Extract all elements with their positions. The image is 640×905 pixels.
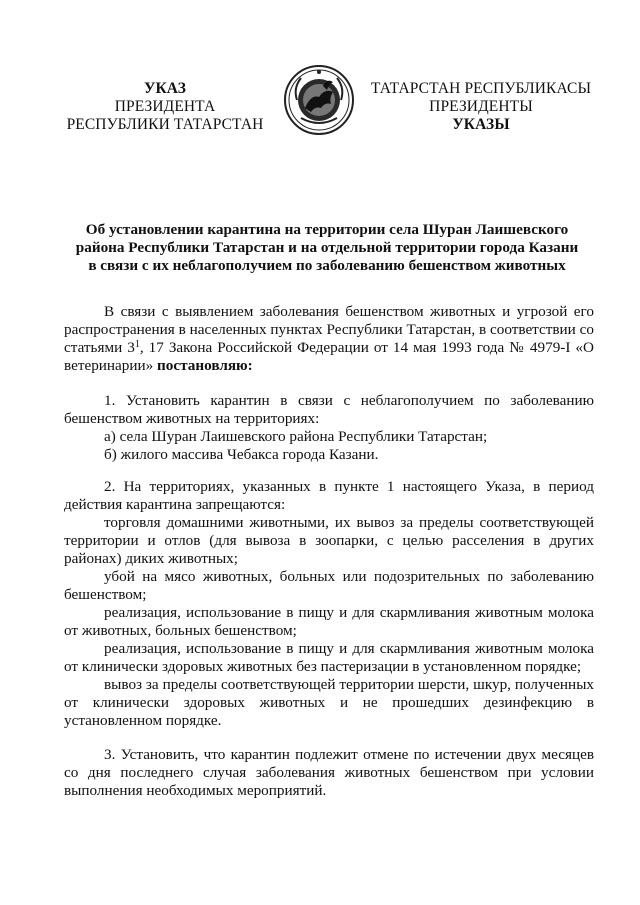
tatarstan-coat-of-arms-icon	[283, 64, 355, 136]
point2-item: торговля домашними животными, их вывоз за пределы соответствующей территории и отлов (для вывоза в зоопарки, с целью расселения в других районах) диких животных;	[64, 514, 594, 567]
header-right-tatar	[366, 80, 596, 134]
header-left-line3: РЕСПУБЛИКИ ТАТАРСТАН	[66, 116, 264, 133]
preamble-text-b: , 17 Закона Российской Федерации от 14 мая 1993 года № 4979-I «О ветеринарии»	[64, 339, 594, 374]
point1-item-b: б) жилого массива Чебакса города Казани.	[104, 446, 379, 463]
preamble-superscript: 1	[134, 339, 140, 350]
point2-item: реализация, использование в пищу и для скармливания животным молока от животных, больных бешенством;	[64, 604, 594, 639]
header-right-line3: УКАЗЫ	[452, 116, 510, 133]
header-right-line1: ТАТАРСТАН РЕСПУБЛИКАСЫ	[370, 80, 592, 97]
point-3	[64, 746, 594, 800]
point-1	[64, 392, 594, 464]
point2-item: реализация, использование в пищу и для скармливания животным молока от клинически здоровых животных без пастеризации в установленном порядке;	[64, 640, 594, 675]
point2-text: 2. На территориях, указанных в пункте 1 настоящего Указа, в период действия карантина запрещаются:	[64, 478, 594, 513]
point2-item: убой на мясо животных, больных или подозрительных по заболеванию бешенством;	[64, 568, 594, 603]
point1-item-a: а) села Шуран Лаишевского района Республики Татарстан;	[104, 428, 488, 445]
preamble-text-a: В связи с выявлением заболевания бешенством животных и угрозой его распространения в населенных пунктах Республики Татарстан, в соответствии со статьями 3	[64, 303, 594, 356]
title-line3: в связи с их неблагополучием по заболеванию бешенством животных	[88, 257, 566, 274]
preamble	[64, 303, 594, 375]
header-right-line2: ПРЕЗИДЕНТЫ	[429, 98, 533, 115]
title-line2: района Республики Татарстан и на отдельной территории города Казани	[75, 239, 579, 256]
point1-text: 1. Установить карантин в связи с неблагополучием по заболеванию бешенством животных на территориях:	[64, 392, 594, 427]
header-left-line2: ПРЕЗИДЕНТА	[114, 98, 216, 115]
point3-text: 3. Установить, что карантин подлежит отмене по истечении двух месяцев со дня последнего случая заболевания животных бешенством при условии выполнения необходимых мероприятий.	[64, 746, 594, 799]
preamble-paragraph	[64, 303, 594, 375]
decree-title	[62, 221, 592, 275]
header-left-russian	[60, 80, 270, 134]
title-line1: Об установлении карантина на территории села Шуран Лаишевского	[85, 221, 569, 238]
decree-word: постановляю:	[157, 357, 253, 374]
point-2	[64, 478, 594, 730]
point2-item: вывоз за пределы соответствующей территории шерсти, шкур, полученных от клинически здоровых животных и не прошедших дезинфекцию в установленном порядке.	[64, 676, 594, 729]
header-left-line1: УКАЗ	[143, 80, 186, 97]
